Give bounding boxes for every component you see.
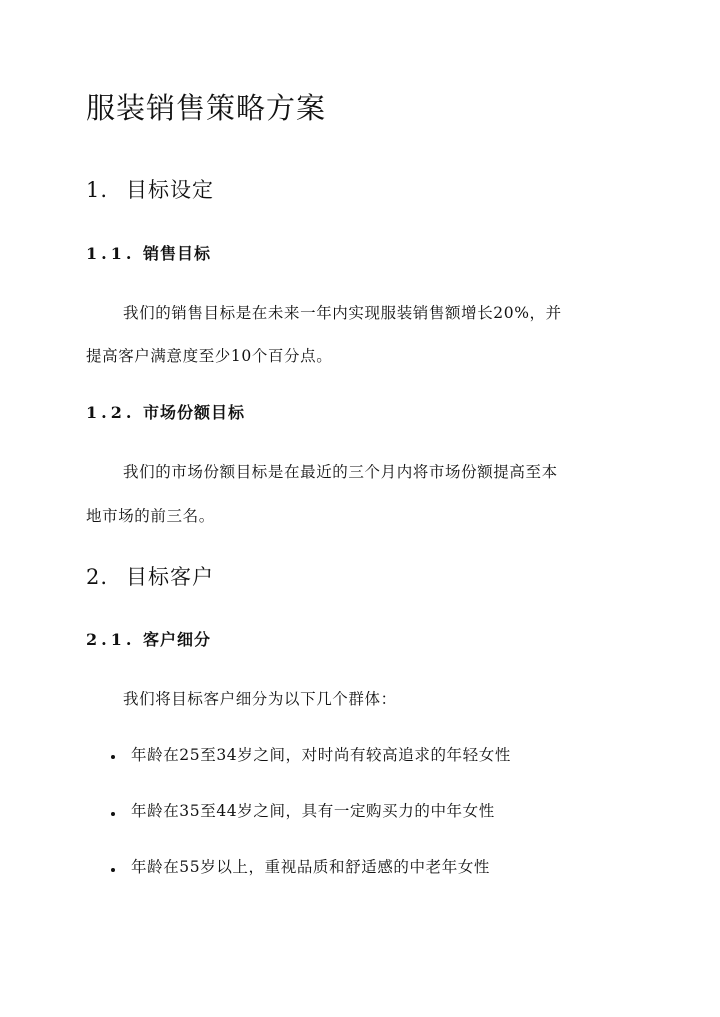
list-item-text: 年龄在25至34岁之间，对时尚有较高追求的年轻女性 <box>131 746 511 764</box>
paragraph-line: 提高客户满意度至少10个百分点。 <box>86 347 333 365</box>
subsection-title: 销售目标 <box>143 244 212 263</box>
section-number: 1. <box>86 178 109 202</box>
subsection-number: 1.2. <box>86 403 136 422</box>
bullet-icon <box>111 755 115 759</box>
list-item-text: 年龄在35至44岁之间，具有一定购买力的中年女性 <box>131 802 495 820</box>
subsection-title: 客户细分 <box>143 630 212 649</box>
subsection-heading-1-1 <box>86 241 211 267</box>
subsection-heading-2-1 <box>86 627 211 653</box>
subsection-number: 1.1. <box>86 244 136 263</box>
paragraph-line: 地市场的前三名。 <box>86 507 215 525</box>
subsection-heading-1-2 <box>86 400 245 426</box>
section-heading-1 <box>86 175 214 205</box>
list-item-text: 年龄在55岁以上，重视品质和舒适感的中老年女性 <box>131 858 491 876</box>
section-title: 目标客户 <box>126 565 214 589</box>
subsection-title: 市场份额目标 <box>143 403 246 422</box>
section-title: 目标设定 <box>126 178 214 202</box>
paragraph-line: 我们将目标客户细分为以下几个群体： <box>123 690 397 708</box>
bullet-icon <box>111 868 115 872</box>
subsection-number: 2.1. <box>86 630 136 649</box>
paragraph-line: 我们的市场份额目标是在最近的三个月内将市场份额提高至本 <box>123 463 558 481</box>
bullet-icon <box>111 812 115 816</box>
paragraph-line: 我们的销售目标是在未来一年内实现服装销售额增长20%，并 <box>123 304 562 322</box>
section-number: 2. <box>86 565 109 589</box>
section-heading-2 <box>86 562 214 592</box>
document-title: 服装销售策略方案 <box>86 91 327 125</box>
